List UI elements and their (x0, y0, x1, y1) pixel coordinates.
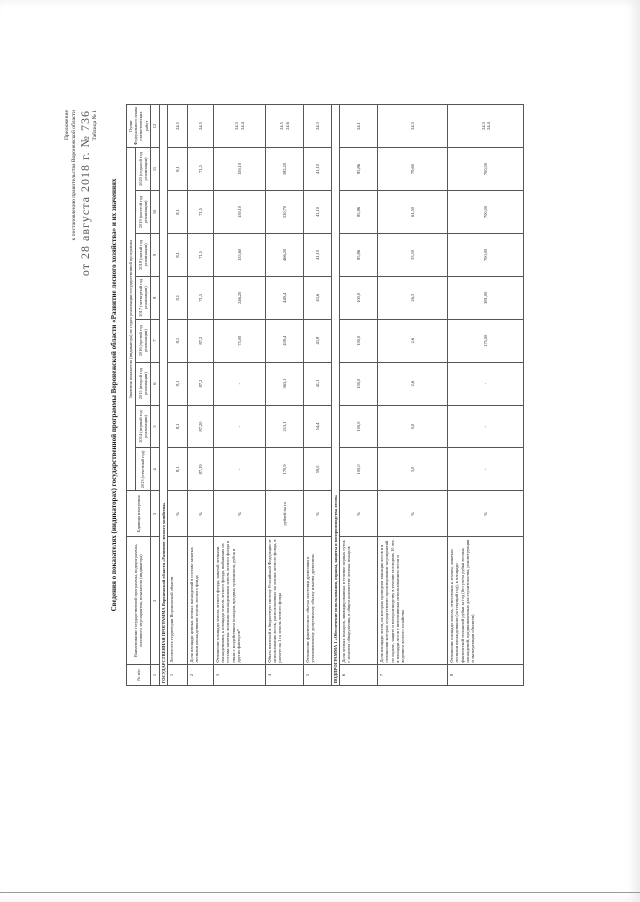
row-number: 1 (168, 665, 188, 686)
decree-date-number: от 28 августа 2018 г. № 736 (78, 110, 92, 277)
year-value: 0,0 (378, 405, 448, 448)
year-value: - (214, 405, 266, 448)
document-header (64, 104, 108, 686)
plan-point: 24.5 (188, 105, 214, 148)
col-index: 11 (150, 147, 159, 190)
year-value: - (448, 362, 524, 405)
year-value: 170,9 (266, 448, 304, 491)
year-value: - (214, 362, 266, 405)
year-value: 26,3 (378, 276, 448, 319)
col-year-header: 2013 (отчетный год) (136, 448, 151, 491)
col-year-header: 2019 (шестой год реализации) (136, 191, 151, 234)
col-year-header: 2016 (третий год реализации) (136, 319, 151, 362)
year-value: 41,1 (304, 362, 332, 405)
unit-of-measure: % (448, 491, 524, 537)
year-value: 8,1 (168, 448, 188, 491)
header-row-1 (127, 105, 136, 686)
col-index: 3 (150, 491, 159, 537)
row-number: 6 (340, 665, 378, 686)
year-value: 41,10 (304, 147, 332, 190)
col-index: 5 (150, 405, 159, 448)
year-value: 466,20 (266, 233, 304, 276)
year-value: - (214, 448, 266, 491)
year-value: 700,00 (448, 233, 524, 276)
unit-of-measure: рублей на га (266, 491, 304, 537)
year-value: 61,50 (378, 191, 448, 234)
table-row (378, 105, 448, 686)
year-value: - (448, 405, 524, 448)
year-value: 71,5 (188, 276, 214, 319)
year-value: 700,00 (448, 147, 524, 190)
col-unit-header: Единица измерения (127, 491, 151, 537)
table-row (340, 105, 378, 686)
unit-of-measure: % (340, 491, 378, 537)
year-value: 449,4 (266, 276, 304, 319)
year-value: 87,20 (188, 405, 214, 448)
table-number: Таблица № 1 (92, 110, 98, 141)
year-value: 213,1 (266, 405, 304, 448)
plan-point: 24.3 (378, 105, 448, 148)
col-year-header: 2020 (седьмой год реализации) (136, 147, 151, 190)
indicator-name: Доля лесных пожаров, ликвидированных в течение первых суток с момента обнаружения, в общем количестве лесных пожаров (340, 537, 378, 665)
year-value: 87,2 (188, 319, 214, 362)
col-index: 12 (150, 105, 159, 148)
indicator-name: Отношение фактического объема заготовки древесины к установленному допустимому объему изъятия древесины (304, 537, 332, 665)
row-number: 5 (304, 665, 332, 686)
year-value: 85,86 (340, 191, 378, 234)
year-value: 520,70 (266, 191, 304, 234)
year-value: 87,19 (188, 448, 214, 491)
year-value: - (448, 448, 524, 491)
table-row (304, 105, 332, 686)
table-row (448, 105, 524, 686)
rotated-document-sheet (64, 104, 518, 686)
year-value: 85,86 (340, 147, 378, 190)
appendix-label: Приложение (64, 110, 70, 141)
plan-point: 24.3 24.4 (448, 105, 524, 148)
row-number: 3 (214, 665, 266, 686)
indicator-name: Доля площади ценных лесных насаждений в составе занятых лесными насаждениями земель лесного фонда (188, 537, 214, 665)
indicator-name: Объем платежей в бюджетную систему Российской Федерации от использования лесов, расположенных на землях лесного фонда, в расчете на 1 га земель лесного фонда (266, 537, 304, 665)
year-value: 175,00 (448, 319, 524, 362)
year-value: 85,86 (340, 233, 378, 276)
indicator-name: Отношение площади земель лесного фонда, занятой лесными насаждениями, к площади земель лесного фонда, выбывших из состава занятых лесными насаждениями земель лесного фонда в связи с воздействием пожаров, вредных организмов, рубок и других факторов* (214, 537, 266, 665)
year-value: 100,0 (340, 319, 378, 362)
plan-point: 24.5 (168, 105, 188, 148)
plan-point: 24.3 24.4 (214, 105, 266, 148)
col-index: 9 (150, 233, 159, 276)
indicator-name: Отношение площади земель, отнесенных к землям, занятым лесными насаждениями (за текущий год), к площади фактической сплошной рубки за год (без учета рубки лесных насаждений, предназначенных для строительства, реконструкции и эксплуатации объектов) (448, 537, 524, 665)
year-value: 381,00 (448, 276, 524, 319)
year-value: 8,1 (168, 233, 188, 276)
unit-of-measure: % (214, 491, 266, 537)
year-value: 41,10 (304, 233, 332, 276)
year-value: 2,6 (378, 319, 448, 362)
plan-point: 24.1 (340, 105, 378, 148)
table-row (266, 105, 304, 686)
indicator-name: Доля площади лесов, на которых проведена таксация лесов и в отношении которых осуществлено проектирование мероприятий по охране, защите и воспроизводству в течение последних 10 лет, в площади лесов с интенсивным использованием лесов и ведением лесного хозяйства (378, 537, 448, 665)
year-value: 8,1 (168, 276, 188, 319)
year-value: 159,10 (214, 147, 266, 190)
row-number: 7 (378, 665, 448, 686)
year-value: 582,20 (266, 147, 304, 190)
col-year-header: 2014 (первый год реализации) (136, 405, 151, 448)
section-subprogram-row (332, 105, 340, 686)
row-number: 4 (266, 665, 304, 686)
year-value: 700,00 (448, 191, 524, 234)
year-value: 33,50 (378, 233, 448, 276)
col-index: 2 (150, 537, 159, 665)
year-value: 100,0 (340, 276, 378, 319)
year-value: 8,1 (168, 191, 188, 234)
year-value: 79,60 (378, 147, 448, 190)
appendix-block (64, 110, 99, 276)
year-value: 43,8 (304, 319, 332, 362)
section-program-title: ГОСУДАРСТВЕННАЯ ПРОГРАММА Воронежской области «Развитие лесного хозяйства» (159, 105, 167, 686)
document-title: Сведения о показателях (индикаторах) государственной программы Воронежской области «Развитие лесного хозяйства» и их значениях (110, 178, 118, 612)
col-plan-header: Пункт Федерального плана статистических работ (127, 105, 151, 148)
year-value: 8,1 (168, 405, 188, 448)
col-index: 6 (150, 362, 159, 405)
year-value: 2,6 (378, 362, 448, 405)
year-value: 159,10 (214, 191, 266, 234)
table-row (168, 105, 188, 686)
year-value: 43,6 (304, 276, 332, 319)
unit-of-measure: % (378, 491, 448, 537)
col-values-group-header: Значения показателя (индикатора) по годам реализации государственной программы (127, 147, 136, 490)
year-value: 71,5 (188, 147, 214, 190)
indicator-name: Лесистость территории Воронежской области (168, 537, 188, 665)
row-number: 8 (448, 665, 524, 686)
year-value: 100,0 (340, 448, 378, 491)
indicators-table (126, 104, 524, 686)
year-value: 363,1 (266, 362, 304, 405)
year-value: 71,5 (188, 233, 214, 276)
section-program-row (159, 105, 167, 686)
col-num-header: № п/п (127, 665, 151, 686)
year-value: 246,20 (214, 276, 266, 319)
year-value: 8,1 (168, 362, 188, 405)
year-value: 54,4 (304, 405, 332, 448)
year-value: 100,0 (340, 362, 378, 405)
plan-point: 24.3 (304, 105, 332, 148)
plan-point: 24.5 24.6 (266, 105, 304, 148)
col-year-header: 2017 (четвертый год реализации) (136, 276, 151, 319)
year-value: 8,1 (168, 147, 188, 190)
year-value: 41,10 (304, 191, 332, 234)
column-index-row (150, 105, 159, 686)
unit-of-measure: % (168, 491, 188, 537)
table-row (188, 105, 214, 686)
col-year-header: 2015 (второй год реализации) (136, 362, 151, 405)
row-number: 2 (188, 665, 214, 686)
unit-of-measure: % (304, 491, 332, 537)
year-value: 75,00 (214, 319, 266, 362)
col-index: 7 (150, 319, 159, 362)
col-index: 10 (150, 191, 159, 234)
unit-of-measure: % (188, 491, 214, 537)
year-value: 71,5 (188, 191, 214, 234)
indicators-table-body (159, 105, 523, 686)
col-index: 4 (150, 448, 159, 491)
year-value: 87,2 (188, 362, 214, 405)
year-value: 155,60 (214, 233, 266, 276)
page-bottom-rule (0, 892, 640, 893)
year-value: 59,0 (304, 448, 332, 491)
table-row (214, 105, 266, 686)
year-value: 3,0 (378, 448, 448, 491)
col-index: 8 (150, 276, 159, 319)
year-value: 439,4 (266, 319, 304, 362)
to-decree-label: к постановлению правительства Воронежской области (71, 110, 77, 241)
section-subprogram-title: ПОДПРОГРАММА 1 «Обеспечение использования, охраны, защиты и воспроизводства лесов» (332, 105, 340, 686)
col-index: 1 (150, 665, 159, 686)
col-year-header: 2018 (пятый год реализации) (136, 233, 151, 276)
col-name-header: Наименование государственной программы, подпрограммы, основного мероприятия, показателя (индикатора) (127, 537, 151, 665)
year-value: 8,1 (168, 319, 188, 362)
year-value: 100,0 (340, 405, 378, 448)
